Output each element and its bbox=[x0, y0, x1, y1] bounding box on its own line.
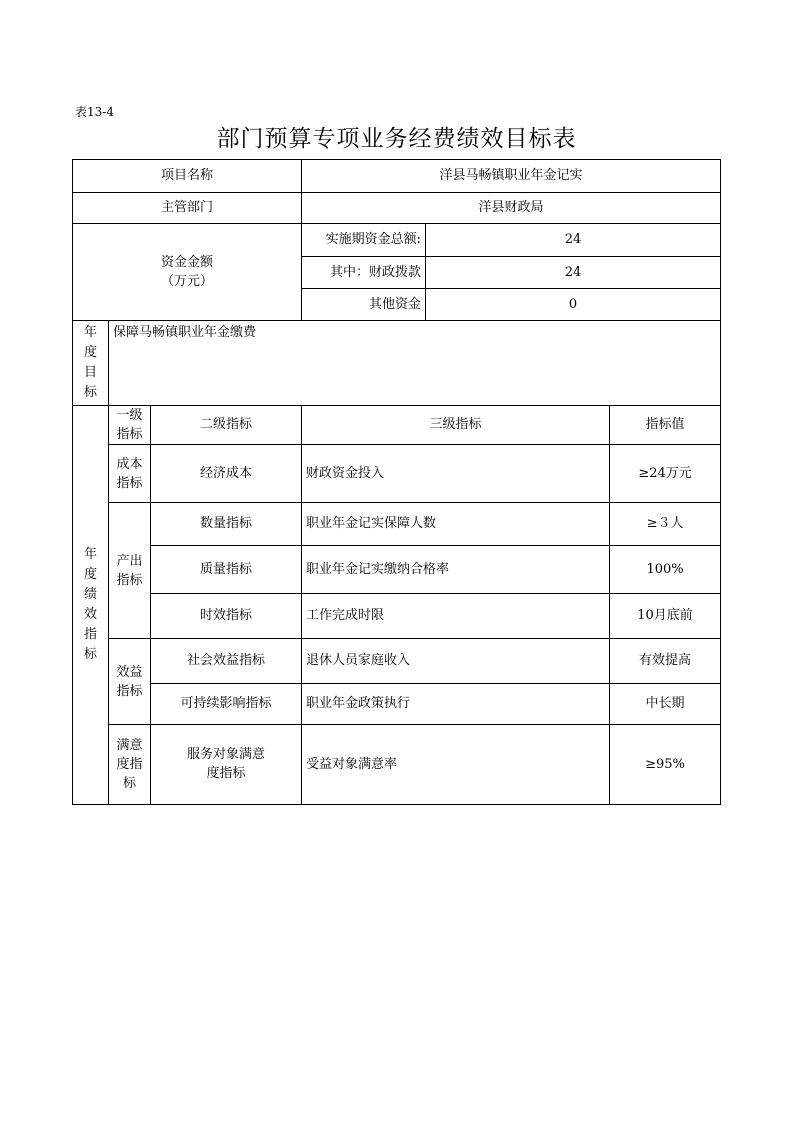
benefit-level2: 可持续影响指标 bbox=[151, 684, 302, 725]
header-level3: 三级指标 bbox=[302, 406, 610, 445]
satisfaction-level1: 满意度指标 bbox=[116, 738, 143, 791]
output-level3: 工作完成时限 bbox=[302, 594, 610, 639]
benefit-level1-cell bbox=[109, 639, 151, 725]
project-label: 项目名称 bbox=[73, 160, 302, 193]
cost-row bbox=[73, 445, 721, 503]
output-level1-cell bbox=[109, 503, 151, 639]
annual-goal-label-cell bbox=[73, 321, 109, 406]
output-value: 10月底前 bbox=[610, 594, 721, 639]
header-level1-cell bbox=[109, 406, 151, 445]
department-value: 洋县财政局 bbox=[302, 193, 721, 224]
header-value: 指标值 bbox=[610, 406, 721, 445]
funds-unit: （万元） bbox=[161, 274, 214, 289]
funds-label-cell bbox=[73, 224, 302, 321]
output-level2: 质量指标 bbox=[151, 546, 302, 594]
header-level2: 二级指标 bbox=[151, 406, 302, 445]
satisfaction-level1-cell bbox=[109, 725, 151, 805]
satisfaction-value: ≥95% bbox=[610, 725, 721, 805]
funds-fiscal-label: 其中：财政拨款 bbox=[302, 257, 426, 289]
funds-other-value: 0 bbox=[426, 289, 721, 321]
cost-level1: 成本指标 bbox=[116, 456, 143, 491]
annual-goal-row bbox=[73, 321, 721, 406]
funds-total-row bbox=[73, 224, 721, 257]
department-label: 主管部门 bbox=[73, 193, 302, 224]
output-row-quality bbox=[73, 546, 721, 594]
funds-fiscal-value: 24 bbox=[426, 257, 721, 289]
indicators-side-cell bbox=[73, 406, 109, 805]
benefit-level1: 效益指标 bbox=[116, 664, 143, 699]
output-row-timeliness bbox=[73, 594, 721, 639]
annual-goal-value: 保障马畅镇职业年金缴费 bbox=[109, 321, 721, 406]
benefit-value: 有效提高 bbox=[610, 639, 721, 684]
cost-level2: 经济成本 bbox=[151, 445, 302, 503]
satisfaction-level3: 受益对象满意率 bbox=[302, 725, 610, 805]
cost-value: ≥24万元 bbox=[610, 445, 721, 503]
output-value: 100% bbox=[610, 546, 721, 594]
satisfaction-level2: 服务对象满意度指标 bbox=[187, 747, 266, 782]
benefit-level3: 退休人员家庭收入 bbox=[302, 639, 610, 684]
indicators-side-label: 年度绩效指标 bbox=[83, 547, 97, 662]
output-level1: 产出指标 bbox=[116, 553, 143, 588]
cost-level1-cell bbox=[109, 445, 151, 503]
funds-total-label: 实施期资金总额: bbox=[302, 224, 426, 257]
benefit-row-sustainable bbox=[73, 684, 721, 725]
benefit-value: 中长期 bbox=[610, 684, 721, 725]
output-level2: 数量指标 bbox=[151, 503, 302, 546]
satisfaction-level2-cell bbox=[151, 725, 302, 805]
department-row bbox=[73, 193, 721, 224]
benefit-row-social bbox=[73, 639, 721, 684]
funds-label: 资金金额 bbox=[161, 254, 214, 270]
cost-level3: 财政资金投入 bbox=[302, 445, 610, 503]
output-value: ≥３人 bbox=[610, 503, 721, 546]
page-title: 部门预算专项业务经费绩效目标表 bbox=[216, 126, 577, 152]
funds-total-value: 24 bbox=[426, 224, 721, 257]
output-row-quantity bbox=[73, 503, 721, 546]
funds-other-label: 其他资金 bbox=[302, 289, 426, 321]
output-level2: 时效指标 bbox=[151, 594, 302, 639]
satisfaction-row bbox=[73, 725, 721, 805]
benefit-level2: 社会效益指标 bbox=[151, 639, 302, 684]
indicator-header-row bbox=[73, 406, 721, 445]
benefit-level3: 职业年金政策执行 bbox=[302, 684, 610, 725]
project-value: 洋县马畅镇职业年金记实 bbox=[302, 160, 721, 193]
header-level1: 一级指标 bbox=[116, 408, 143, 442]
output-level3: 职业年金记实保障人数 bbox=[302, 503, 610, 546]
project-row bbox=[73, 160, 721, 193]
table-number: 表13-4 bbox=[75, 105, 114, 119]
annual-goal-label: 年度目标 bbox=[83, 325, 97, 400]
performance-target-table bbox=[72, 159, 721, 805]
output-level3: 职业年金记实缴纳合格率 bbox=[302, 546, 610, 594]
